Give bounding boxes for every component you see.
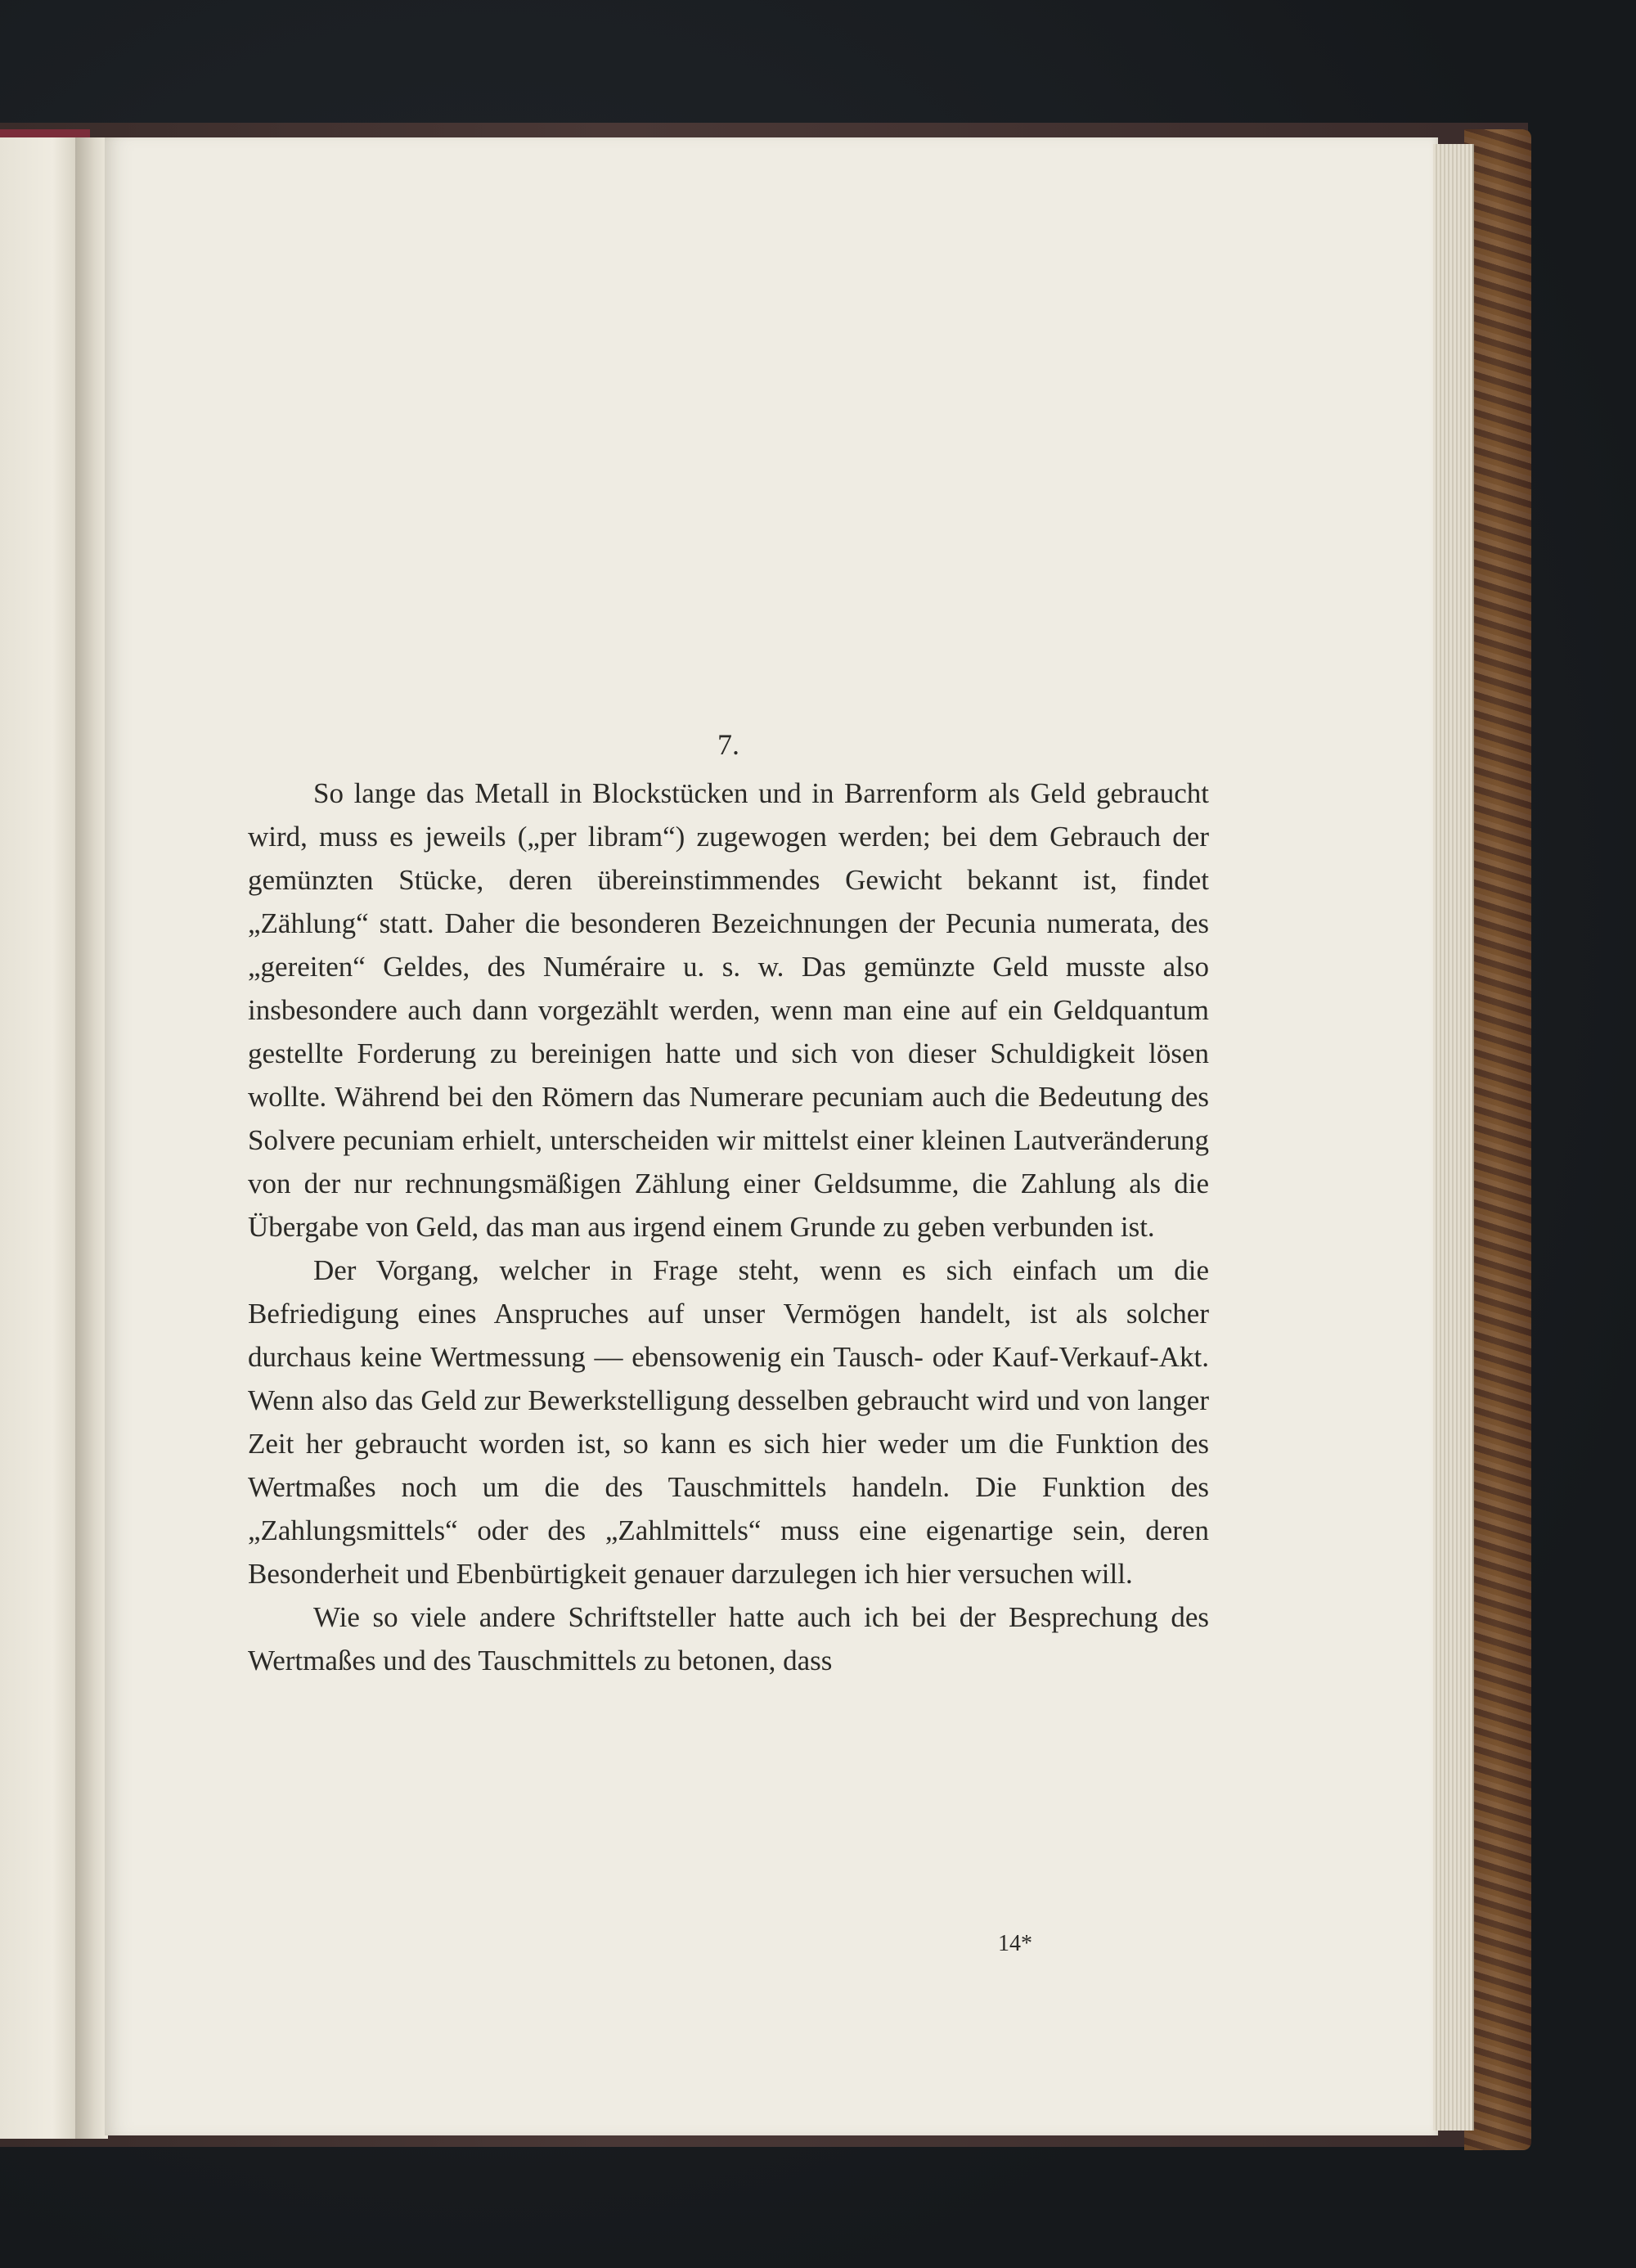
book-spine-marbled-edge <box>1464 129 1531 2150</box>
paragraph: Wie so viele andere Schriftsteller hatte auch ich bei der Besprechung des Wertmaßes und des Tauschmittels zu betonen, dass <box>248 1601 1209 1676</box>
book-gutter <box>75 137 108 2139</box>
paragraph: Der Vorgang, welcher in Frage steht, wenn es sich einfach um die Befriedigung eines Anspruches auf unser Vermögen handelt, ist als solcher durchaus keine Wertmessung — ebensowenig ein Tausch- oder Kauf-Verkauf-Akt. Wenn also das Geld zur Bewerkstelligung desselben gebraucht wird und von langer Zeit her gebraucht worden ist, so kann es sich hier weder um die Funktion des Wertmaßes noch um die des Tauschmittels handeln. Die Funktion des „Zahlungsmittels“ oder des „Zahlmittels“ muss eine eigenartige sein, deren Besonderheit und Ebenbürtigkeit genauer darzulegen ich hier versuchen will. <box>248 1254 1209 1590</box>
page-edges <box>1433 144 1474 2131</box>
left-page <box>0 137 75 2139</box>
section-number: 7. <box>717 728 739 761</box>
page-text <box>248 724 1209 1682</box>
footer-signature: 14* <box>998 1931 1032 1956</box>
paragraph: So lange das Metall in Blockstücken und in Barrenform als Geld gebraucht wird, muss es jeweils („per libram“) zugewogen werden; bei dem Gebrauch der gemünzten Stücke, deren übereinstimmendes Gewicht bekannt ist, findet „Zählung“ statt. Daher die besonderen Bezeichnungen der Pecunia numerata, des „gereiten“ Geldes, des Numéraire u. s. w. Das gemünzte Geld musste also insbesondere auch dann vorgezählt werden, wenn man eine auf ein Geldquantum gestellte Forderung zu bereinigen hatte und sich von dieser Schuldigkeit lösen wollte. Während bei den Römern das Numerare pecuniam auch die Bedeutung des Solvere pecuniam erhielt, unterscheiden wir mittelst einer kleinen Lautveränderung von der nur rechnungsmäßigen Zählung einer Geldsumme, die Zahlung als die Übergabe von Geld, das man aus irgend einem Grunde zu geben verbunden ist. <box>248 777 1209 1243</box>
